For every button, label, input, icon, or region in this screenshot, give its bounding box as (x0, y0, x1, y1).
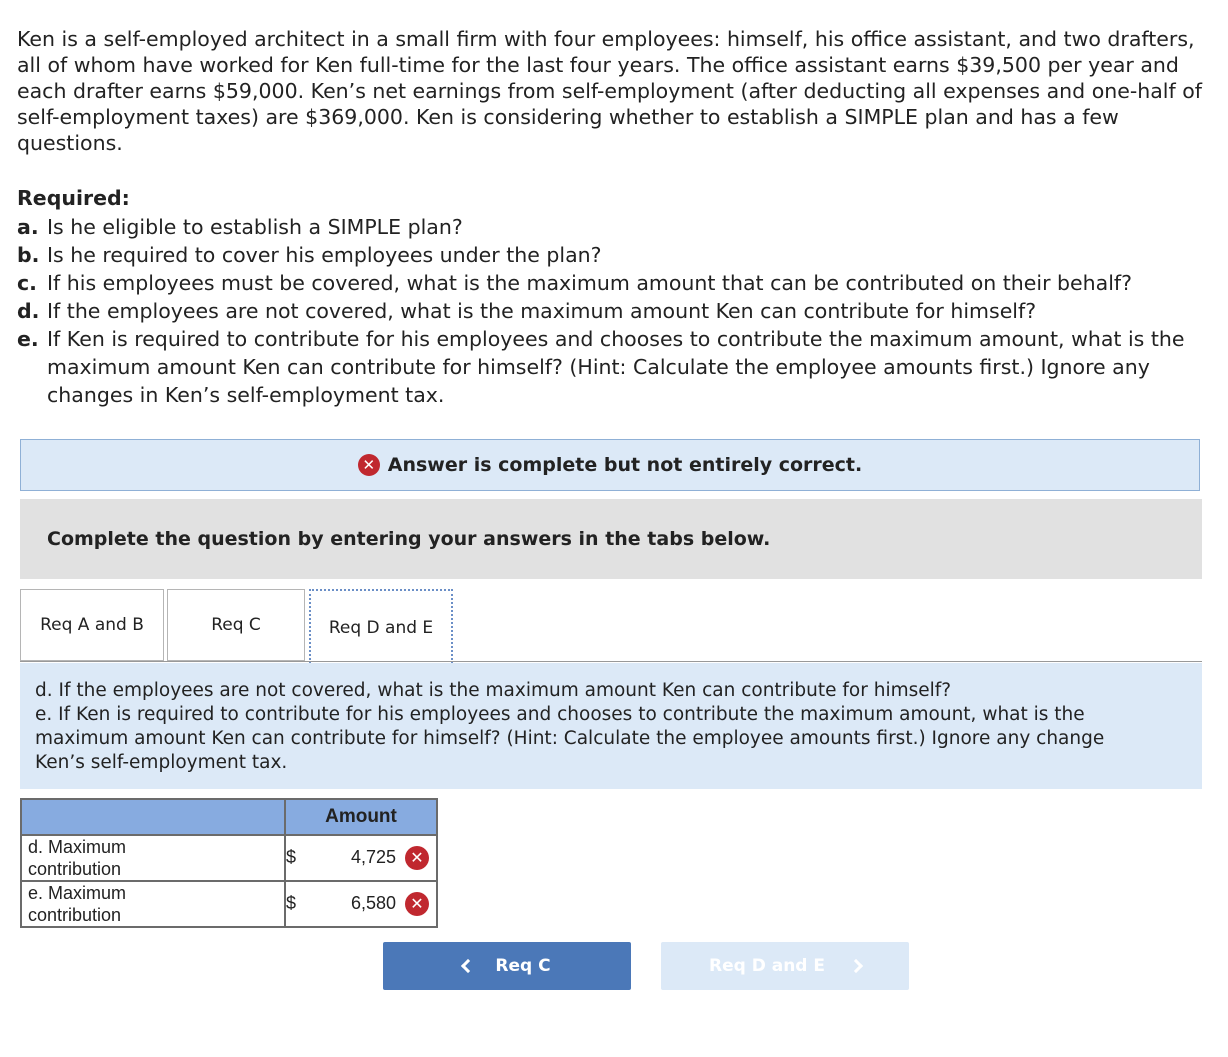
amount-input[interactable] (285, 835, 437, 881)
requirement-text: Is he eligible to establish a SIMPLE plan? (47, 215, 463, 239)
row-label (21, 881, 285, 927)
amount-value: 6,580 (350, 893, 396, 913)
amount-input[interactable] (285, 881, 437, 927)
requirement-letter: b. (17, 243, 40, 267)
table-row (21, 881, 437, 927)
instructions-bar (20, 499, 1202, 579)
tab-label: Req D and E (328, 617, 434, 638)
requirement-text: If Ken is required to contribute for his employees and chooses to contribute the maximum amount, what is the maximum amount Ken can contribute for himself? (Hint: Calculate the employee amounts first.) Ignore any changes in Ken’s self-employment tax. (47, 327, 1185, 407)
table-header-amount: Amount (285, 799, 437, 835)
required-heading: Required: (17, 186, 130, 210)
requirement-text: If the employees are not covered, what is the maximum amount Ken can contribute for himself? (47, 299, 1037, 323)
prev-button[interactable] (383, 942, 631, 990)
tab-bar (20, 589, 1202, 663)
feedback-text: Answer is complete but not entirely correct. (387, 454, 863, 476)
incorrect-icon: ✕ (405, 892, 429, 916)
row-label-line: contribution (28, 905, 122, 925)
requirement-item (17, 241, 1207, 269)
x-circle-icon: ✕ (358, 454, 380, 476)
question-line: e. If Ken is required to contribute for his employees and chooses to contribute the maximum amount, what is the (35, 704, 1085, 725)
tab-req-d-and-e[interactable] (309, 589, 453, 664)
next-button[interactable] (661, 942, 909, 990)
chevron-left-icon (461, 959, 475, 973)
currency-symbol: $ (286, 893, 297, 913)
requirement-letter: c. (17, 271, 37, 295)
answer-table (20, 798, 438, 928)
table-row (21, 835, 437, 881)
currency-symbol: $ (286, 847, 297, 867)
table-header-blank (21, 799, 285, 835)
row-label (21, 835, 285, 881)
tab-divider (20, 661, 1202, 662)
requirement-letter: a. (17, 215, 39, 239)
question-panel (20, 663, 1202, 789)
tab-label: Req A and B (40, 615, 144, 635)
question-line: Ken’s self-employment tax. (35, 752, 288, 773)
requirement-letter: d. (17, 299, 40, 323)
chevron-right-icon (849, 959, 863, 973)
tab-req-a-and-b[interactable] (20, 589, 164, 661)
requirement-text: If his employees must be covered, what is the maximum amount that can be contributed on their behalf? (47, 271, 1133, 295)
row-label-line: d. Maximum (28, 837, 127, 857)
next-button-label: Req D and E (708, 956, 825, 976)
problem-intro: Ken is a self-employed architect in a small firm with four employees: himself, his office assistant, and two drafters, all of whom have worked for Ken full-time for the last four years. The office assistant earns $39,500 per year and each drafter earns $59,000. Ken’s net earnings from self-employment (after deducting all expenses and one-half of self-employment taxes) are $369,000. Ken is considering whether to establish a SIMPLE plan and has a few questions. (17, 27, 1202, 155)
requirement-item (17, 325, 1207, 409)
tab-label: Req C (211, 615, 261, 635)
row-label-line: contribution (28, 859, 122, 879)
incorrect-icon: ✕ (405, 846, 429, 870)
tab-req-c[interactable] (167, 589, 305, 661)
question-line: d. If the employees are not covered, what is the maximum amount Ken can contribute for himself? (35, 680, 952, 701)
requirement-letter: e. (17, 327, 39, 351)
feedback-banner (20, 439, 1200, 491)
requirements-list (17, 213, 1207, 409)
row-label-line: e. Maximum (28, 883, 127, 903)
requirement-text: Is he required to cover his employees under the plan? (47, 243, 602, 267)
table-header-row (21, 799, 437, 835)
requirement-item (17, 297, 1207, 325)
requirement-item (17, 269, 1207, 297)
instructions-text: Complete the question by entering your answers in the tabs below. (47, 528, 771, 550)
prev-button-label: Req C (495, 956, 551, 976)
amount-value: 4,725 (350, 847, 396, 867)
requirement-item (17, 213, 1207, 241)
question-line: maximum amount Ken can contribute for himself? (Hint: Calculate the employee amounts first.) Ignore any change (35, 728, 1105, 749)
